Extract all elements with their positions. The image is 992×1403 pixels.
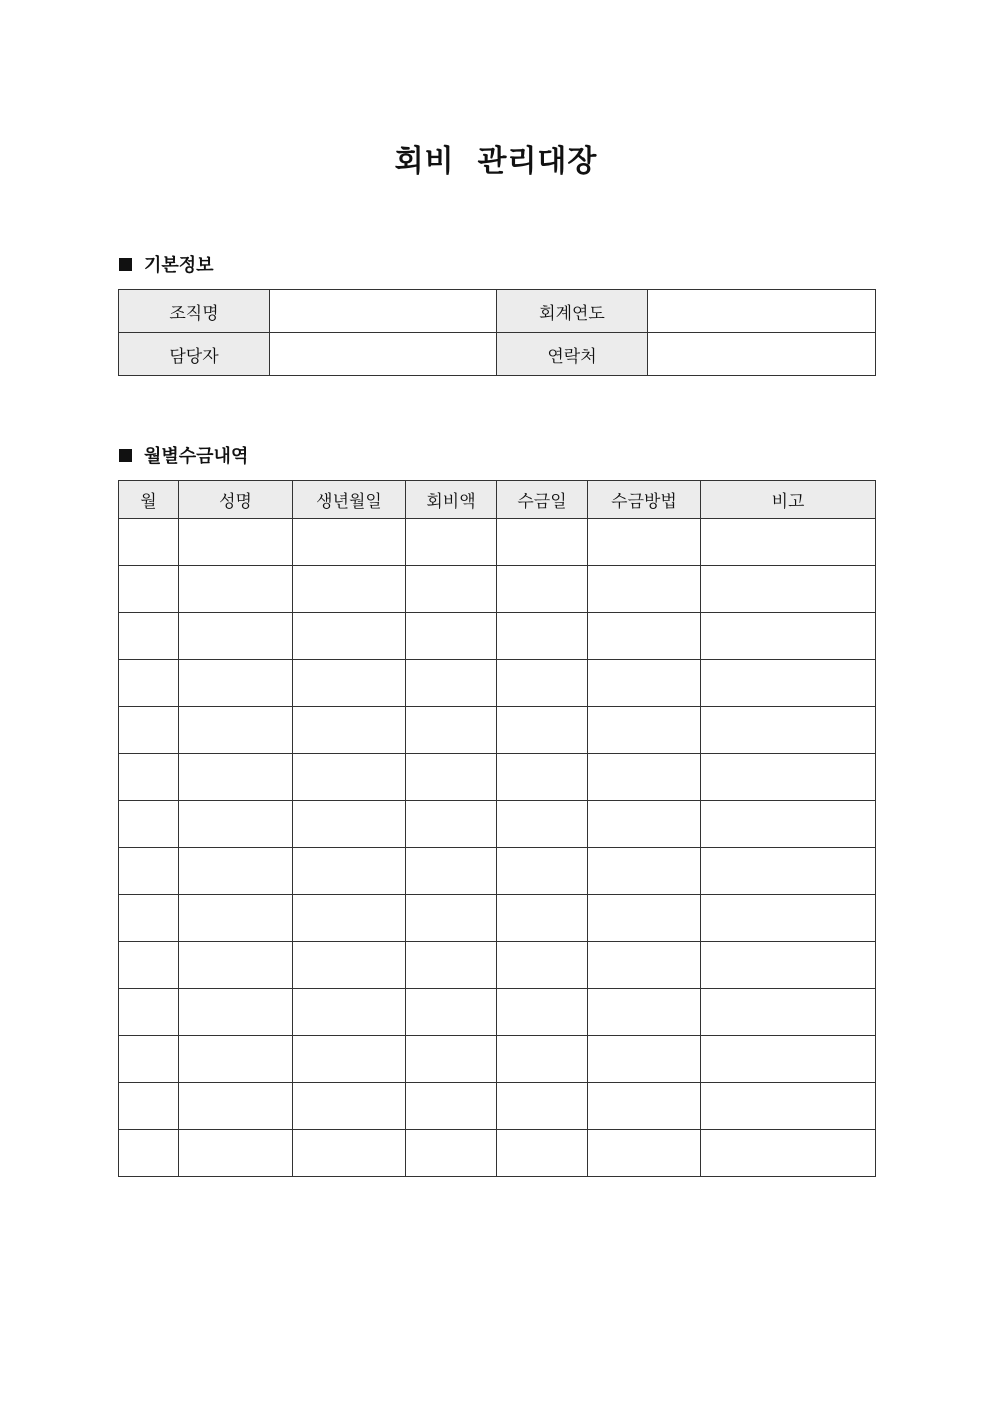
table-cell[interactable] <box>119 613 179 660</box>
table-cell[interactable] <box>701 613 876 660</box>
monthly-table-body <box>119 519 876 1177</box>
column-header-month: 월 <box>119 481 179 519</box>
table-cell[interactable] <box>406 754 497 801</box>
table-cell[interactable] <box>497 519 588 566</box>
table-cell[interactable] <box>701 519 876 566</box>
table-cell[interactable] <box>293 1036 406 1083</box>
table-cell[interactable] <box>179 989 293 1036</box>
table-cell[interactable] <box>406 613 497 660</box>
contact-label: 연락처 <box>497 333 648 376</box>
column-header-fee-amount: 회비액 <box>406 481 497 519</box>
table-cell[interactable] <box>179 848 293 895</box>
document-title: 회비 관리대장 <box>394 144 598 179</box>
table-cell[interactable] <box>119 989 179 1036</box>
table-cell[interactable] <box>119 848 179 895</box>
table-cell[interactable] <box>701 707 876 754</box>
table-cell[interactable] <box>406 848 497 895</box>
table-cell[interactable] <box>119 1036 179 1083</box>
table-cell[interactable] <box>497 1036 588 1083</box>
table-cell[interactable] <box>179 613 293 660</box>
table-cell[interactable] <box>406 895 497 942</box>
table-row <box>119 707 876 754</box>
table-cell[interactable] <box>588 754 701 801</box>
table-cell[interactable] <box>293 519 406 566</box>
table-cell[interactable] <box>293 707 406 754</box>
table-cell[interactable] <box>293 660 406 707</box>
table-cell[interactable] <box>588 613 701 660</box>
table-cell[interactable] <box>497 566 588 613</box>
table-cell[interactable] <box>406 566 497 613</box>
table-row <box>119 848 876 895</box>
column-header-name: 성명 <box>179 481 293 519</box>
contact-field[interactable] <box>648 333 876 376</box>
table-row <box>119 613 876 660</box>
table-cell[interactable] <box>119 519 179 566</box>
table-cell[interactable] <box>701 1130 876 1177</box>
table-cell[interactable] <box>179 519 293 566</box>
table-cell[interactable] <box>701 754 876 801</box>
fiscal-year-label: 회계연도 <box>497 290 648 333</box>
table-cell[interactable] <box>119 660 179 707</box>
table-cell[interactable] <box>293 848 406 895</box>
table-cell[interactable] <box>179 566 293 613</box>
table-cell[interactable] <box>497 895 588 942</box>
table-cell[interactable] <box>701 942 876 989</box>
table-cell[interactable] <box>119 707 179 754</box>
table-row <box>119 660 876 707</box>
table-row <box>119 942 876 989</box>
table-cell[interactable] <box>406 1036 497 1083</box>
column-header-remarks: 비고 <box>701 481 876 519</box>
table-row <box>119 801 876 848</box>
table-cell[interactable] <box>497 707 588 754</box>
column-header-collection-date: 수금일 <box>497 481 588 519</box>
fiscal-year-field[interactable] <box>648 290 876 333</box>
table-cell[interactable] <box>293 613 406 660</box>
table-cell[interactable] <box>497 801 588 848</box>
organization-field[interactable] <box>270 290 497 333</box>
table-cell[interactable] <box>588 566 701 613</box>
monthly-collection-table <box>118 480 876 1177</box>
table-cell[interactable] <box>701 1036 876 1083</box>
column-header-birthdate: 생년월일 <box>293 481 406 519</box>
table-cell[interactable] <box>119 566 179 613</box>
table-cell[interactable] <box>497 1083 588 1130</box>
table-cell[interactable] <box>179 942 293 989</box>
table-cell[interactable] <box>588 519 701 566</box>
table-cell[interactable] <box>119 801 179 848</box>
section-heading-label: 기본정보 <box>144 255 214 276</box>
manager-field[interactable] <box>270 333 497 376</box>
table-cell[interactable] <box>588 1036 701 1083</box>
table-cell[interactable] <box>179 707 293 754</box>
table-cell[interactable] <box>293 566 406 613</box>
table-cell[interactable] <box>588 989 701 1036</box>
organization-label: 조직명 <box>119 290 270 333</box>
column-header-collection-method: 수금방법 <box>588 481 701 519</box>
table-cell[interactable] <box>119 1130 179 1177</box>
table-cell[interactable] <box>588 660 701 707</box>
table-cell[interactable] <box>179 1036 293 1083</box>
table-cell[interactable] <box>497 942 588 989</box>
table-cell[interactable] <box>293 895 406 942</box>
table-cell[interactable] <box>119 942 179 989</box>
table-row <box>119 754 876 801</box>
table-header-row <box>119 481 876 519</box>
table-cell[interactable] <box>406 660 497 707</box>
table-cell[interactable] <box>701 989 876 1036</box>
table-cell[interactable] <box>588 895 701 942</box>
table-cell[interactable] <box>179 754 293 801</box>
table-cell[interactable] <box>701 895 876 942</box>
table-row <box>119 989 876 1036</box>
table-cell[interactable] <box>119 1083 179 1130</box>
table-cell[interactable] <box>406 1083 497 1130</box>
table-cell[interactable] <box>406 707 497 754</box>
table-cell[interactable] <box>406 519 497 566</box>
table-cell[interactable] <box>293 1130 406 1177</box>
table-cell[interactable] <box>406 989 497 1036</box>
section-heading-monthly <box>119 443 248 467</box>
table-cell[interactable] <box>179 801 293 848</box>
table-cell[interactable] <box>701 801 876 848</box>
table-cell[interactable] <box>179 1130 293 1177</box>
table-cell[interactable] <box>293 754 406 801</box>
table-cell[interactable] <box>701 1083 876 1130</box>
table-cell[interactable] <box>588 801 701 848</box>
basic-info-row <box>119 290 876 333</box>
table-cell[interactable] <box>701 566 876 613</box>
table-cell[interactable] <box>497 989 588 1036</box>
table-cell[interactable] <box>406 1130 497 1177</box>
table-row <box>119 519 876 566</box>
table-cell[interactable] <box>701 848 876 895</box>
table-cell[interactable] <box>497 848 588 895</box>
basic-info-row <box>119 333 876 376</box>
table-cell[interactable] <box>588 942 701 989</box>
table-cell[interactable] <box>497 754 588 801</box>
table-cell[interactable] <box>179 660 293 707</box>
table-cell[interactable] <box>588 1083 701 1130</box>
section-heading-basic-info <box>119 252 214 276</box>
table-cell[interactable] <box>293 801 406 848</box>
table-cell[interactable] <box>293 942 406 989</box>
table-cell[interactable] <box>293 1083 406 1130</box>
table-cell[interactable] <box>497 1130 588 1177</box>
table-cell[interactable] <box>293 989 406 1036</box>
table-row <box>119 566 876 613</box>
table-row <box>119 1083 876 1130</box>
table-cell[interactable] <box>588 707 701 754</box>
table-cell[interactable] <box>119 895 179 942</box>
section-heading-label: 월별수금내역 <box>144 446 249 467</box>
table-cell[interactable] <box>406 801 497 848</box>
table-cell[interactable] <box>588 1130 701 1177</box>
table-cell[interactable] <box>179 895 293 942</box>
table-row <box>119 895 876 942</box>
table-row <box>119 1036 876 1083</box>
table-cell[interactable] <box>497 613 588 660</box>
table-cell[interactable] <box>179 1083 293 1130</box>
basic-info-table <box>118 289 876 376</box>
square-bullet-icon <box>119 258 132 271</box>
table-cell[interactable] <box>701 660 876 707</box>
table-cell[interactable] <box>588 848 701 895</box>
table-cell[interactable] <box>406 942 497 989</box>
table-cell[interactable] <box>119 754 179 801</box>
manager-label: 담당자 <box>119 333 270 376</box>
table-row <box>119 1130 876 1177</box>
table-cell[interactable] <box>497 660 588 707</box>
square-bullet-icon <box>119 449 132 462</box>
